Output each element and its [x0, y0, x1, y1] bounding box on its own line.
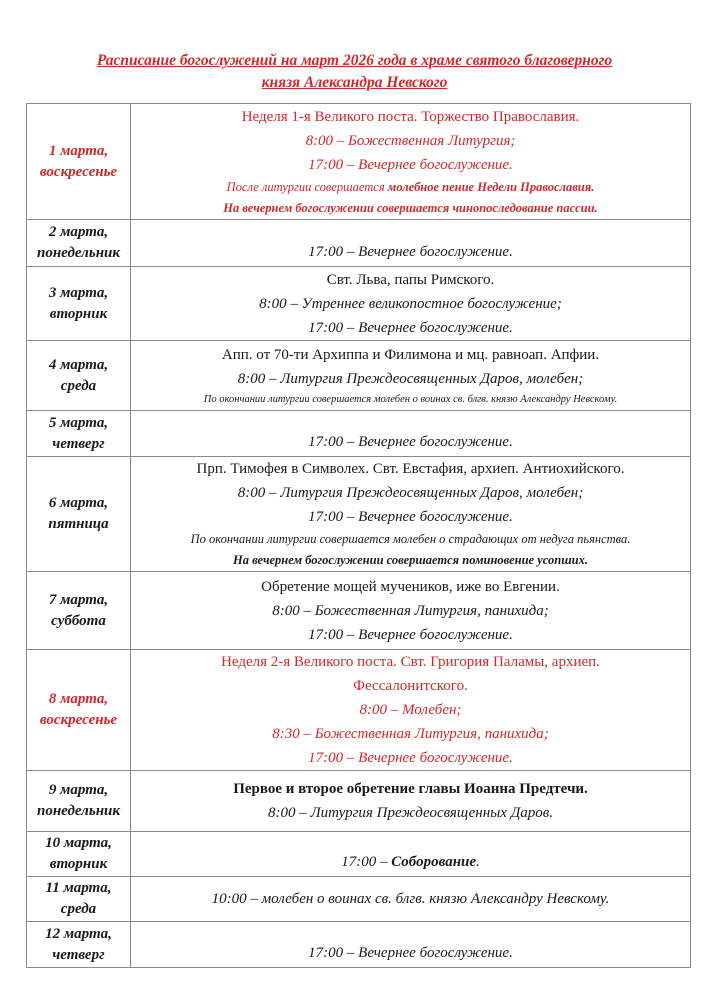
service-cell: [131, 832, 691, 877]
table-row: [27, 572, 691, 650]
feast-title: Неделя 1-я Великого поста. Торжество Православия.: [241, 108, 580, 125]
date-cell: [27, 267, 131, 341]
date-cell: [27, 572, 131, 650]
service-line: 8:00 – Божественная Литургия, панихида;: [272, 602, 549, 619]
note-line: По окончании литургии совершается молебен о воинах св. блгв. князю Александру Невскому.: [203, 393, 618, 405]
service-line: 17:00 – Вечернее богослужение.: [308, 319, 513, 336]
date-label: 4 марта,: [48, 356, 109, 373]
date-cell: [27, 771, 131, 832]
table-row: [27, 457, 691, 572]
date-label: 10 марта,: [45, 835, 112, 851]
date-cell: [27, 104, 131, 220]
table-row: [27, 650, 691, 771]
date-cell: [27, 877, 131, 922]
table-row: [27, 104, 691, 220]
date-cell: [27, 220, 131, 267]
date-cell: [27, 922, 131, 968]
service-cell: [131, 104, 691, 220]
service-cell: [131, 220, 691, 267]
service-cell: [131, 922, 691, 968]
service-cell: [131, 411, 691, 457]
weekday-label: понедельник: [36, 803, 120, 819]
date-label: 1 марта,: [48, 142, 109, 159]
date-cell: [27, 341, 131, 411]
service-cell: [131, 572, 691, 650]
note-text: После литургии совершается: [226, 179, 388, 194]
date-label: 8 марта,: [48, 691, 109, 707]
service-line: 17:00 – Вечернее богослужение.: [308, 945, 513, 961]
date-cell: [27, 457, 131, 572]
note-bold: молебное пение Недели Православия.: [387, 179, 595, 194]
service-cell: [131, 267, 691, 341]
service-line: 17:00 – Вечернее богослужение.: [308, 434, 513, 450]
service-suffix: .: [476, 854, 480, 870]
service-line: 17:00 – Вечернее богослужение.: [308, 750, 513, 766]
table-row: [27, 267, 691, 341]
weekday-label: пятница: [48, 516, 109, 532]
date-label: 11 марта,: [45, 880, 112, 896]
table-row: [27, 771, 691, 832]
weekday-label: воскресенье: [39, 163, 118, 180]
date-cell: [27, 832, 131, 877]
service-line: 8:00 – Утреннее великопостное богослужение;: [259, 295, 562, 312]
feast-title: Прп. Тимофея в Символех. Свт. Евстафия, архиеп. Антиохийского.: [196, 461, 625, 477]
feast-title: Первое и второе обретение главы Иоанна Предтечи.: [233, 781, 588, 797]
weekday-label: четверг: [52, 946, 105, 963]
service-cell: [131, 341, 691, 411]
weekday-label: вторник: [49, 856, 108, 872]
feast-title: Неделя 2-я Великого поста. Свт. Григория Паламы, архиеп.: [221, 654, 600, 670]
schedule-table: [26, 103, 691, 968]
service-line: [131, 850, 690, 874]
service-line: 8:00 – Литургия Преждеосвященных Даров.: [268, 805, 553, 821]
note-line: [131, 177, 690, 198]
table-row: [27, 922, 691, 968]
service-time: 17:00 –: [341, 854, 392, 870]
title-line-2: князя Александра Невского: [261, 74, 448, 91]
table-row: [27, 877, 691, 922]
service-cell: [131, 457, 691, 572]
date-label: 12 марта,: [45, 925, 112, 942]
weekday-label: вторник: [49, 305, 108, 322]
title-line-1: Расписание богослужений на март 2026 года в храме святого благоверного: [96, 52, 613, 69]
page-title: [0, 50, 709, 94]
table-row: [27, 411, 691, 457]
date-label: 6 марта,: [48, 495, 109, 511]
weekday-label: среда: [60, 901, 97, 917]
feast-title: Апп. от 70-ти Архиппа и Филимона и мц. равноап. Апфии.: [221, 346, 600, 363]
date-label: 9 марта,: [48, 782, 109, 798]
service-cell: [131, 771, 691, 832]
weekday-label: понедельник: [36, 245, 120, 261]
service-line: 17:00 – Вечернее богослужение.: [308, 156, 513, 173]
weekday-label: воскресенье: [39, 712, 118, 728]
service-line: 8:00 – Божественная Литургия;: [305, 132, 516, 149]
service-line: 17:00 – Вечернее богослужение.: [308, 509, 513, 525]
note-line: По окончании литургии совершается молебен о страдающих от недуга пьянства.: [190, 532, 631, 546]
note-line: На вечернем богослужении совершается поминовение усопших.: [233, 553, 588, 567]
weekday-label: суббота: [51, 612, 106, 629]
weekday-label: среда: [60, 377, 97, 394]
service-line: 8:30 – Божественная Литургия, панихида;: [272, 726, 549, 742]
service-cell: [131, 877, 691, 922]
date-label: 2 марта,: [48, 224, 109, 240]
service-line: 8:00 – Молебен;: [359, 702, 462, 718]
note-line: На вечернем богослужении совершается чинопоследование пассии.: [223, 200, 598, 215]
service-line: 10:00 – молебен о воинах св. блгв. князю Александру Невскому.: [211, 891, 610, 907]
table-row: [27, 220, 691, 267]
table-row: [27, 832, 691, 877]
date-label: 7 марта,: [48, 591, 109, 608]
date-label: 5 марта,: [48, 414, 109, 431]
table-row: [27, 341, 691, 411]
service-line: 17:00 – Вечернее богослужение.: [308, 244, 513, 260]
date-cell: [27, 411, 131, 457]
service-name-bold: Соборование: [391, 854, 477, 870]
feast-title-cont: Фессалонитского.: [353, 678, 468, 694]
date-label: 3 марта,: [48, 284, 109, 301]
service-line: 8:00 – Литургия Преждеосвященных Даров, молебен;: [237, 485, 584, 501]
weekday-label: четверг: [52, 435, 105, 452]
date-cell: [27, 650, 131, 771]
service-line: 8:00 – Литургия Преждеосвященных Даров, молебен;: [237, 370, 584, 387]
service-cell: [131, 650, 691, 771]
service-line: 17:00 – Вечернее богослужение.: [308, 626, 513, 643]
feast-title: Обретение мощей мучеников, иже во Евгении.: [261, 578, 560, 595]
feast-title: Свт. Льва, папы Римского.: [326, 271, 495, 288]
